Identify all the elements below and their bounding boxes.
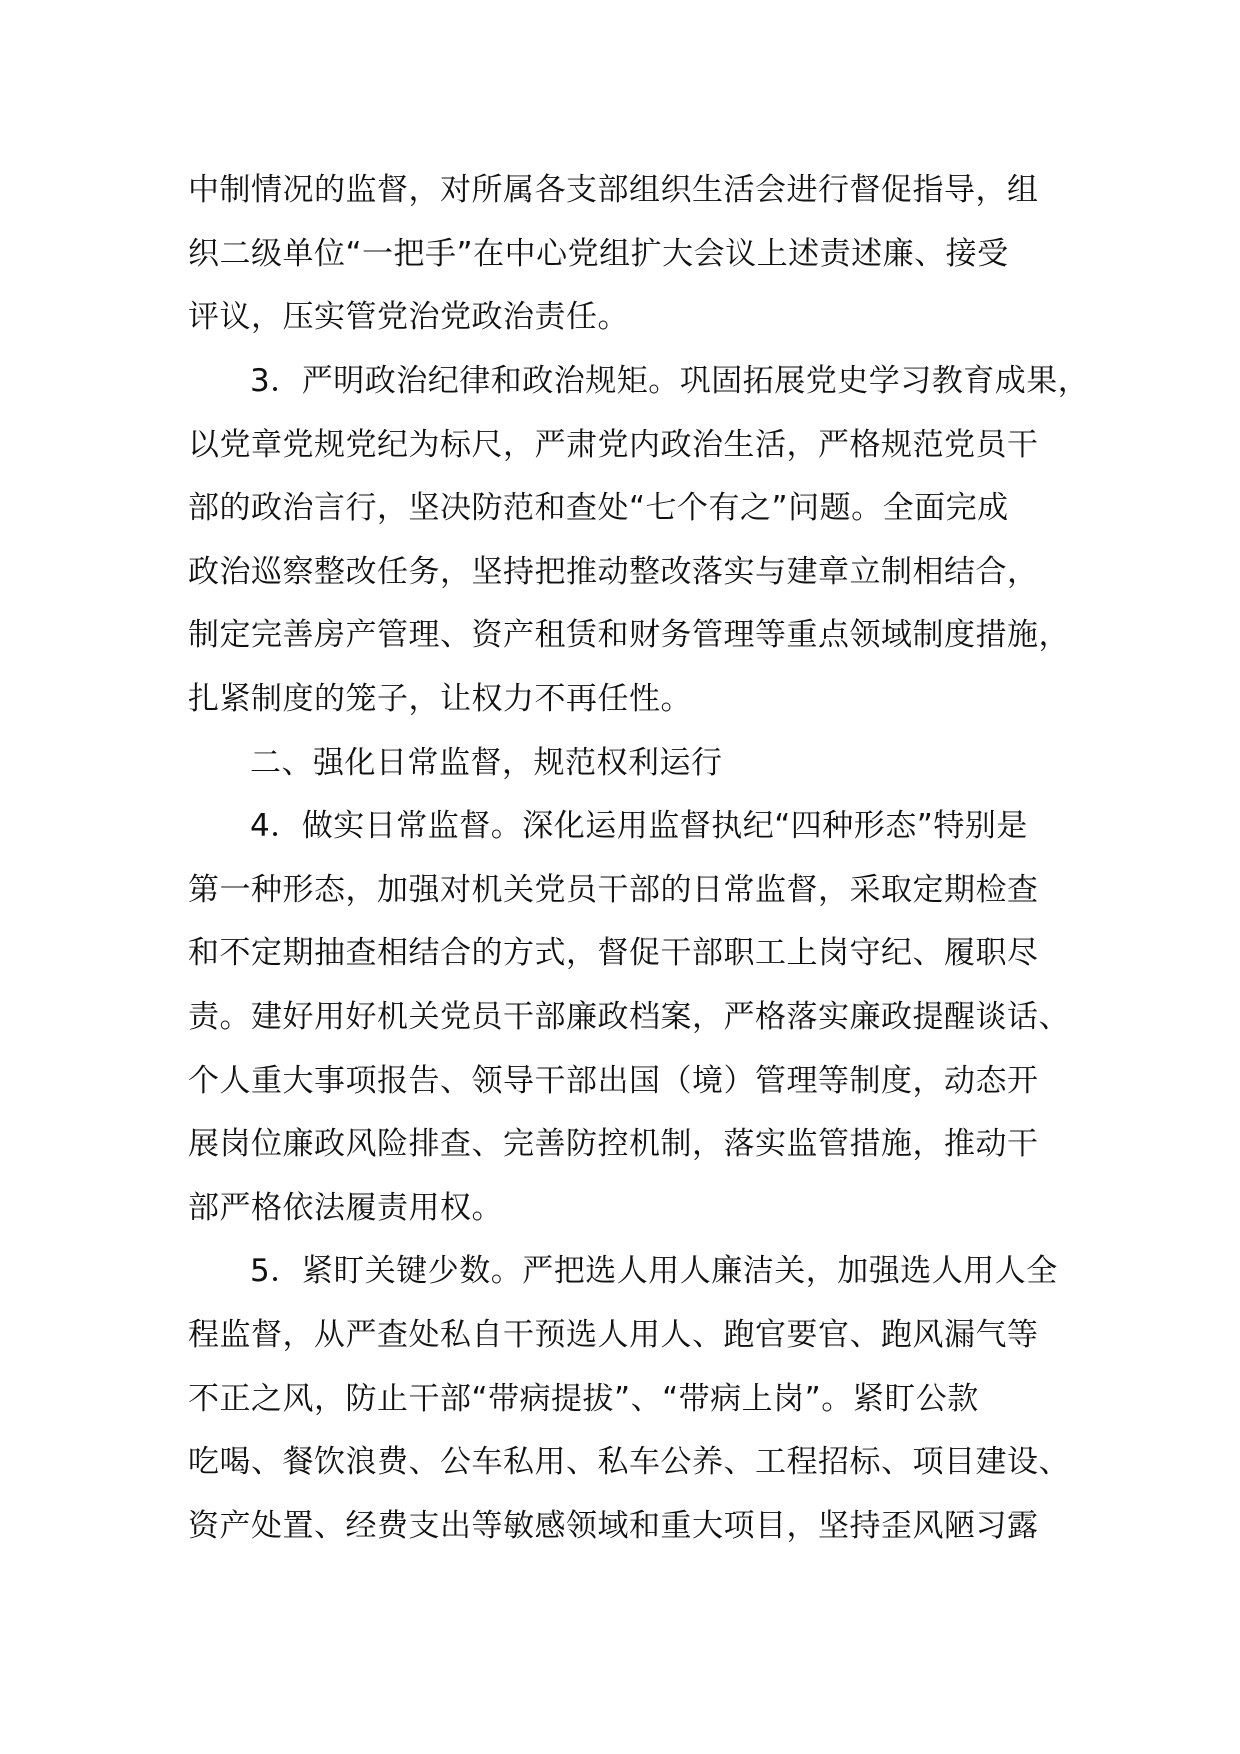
text-line: 中制情况的监督，对所属各支部组织生活会进行督促指导，组 (188, 172, 1039, 208)
paragraph-4-start: 4．做实日常监督。深化运用监督执纪“四种形态”特别是 (250, 808, 1028, 844)
text-line: 和不定期抽查相结合的方式，督促干部职工上岗守纪、履职尽 (188, 935, 1039, 971)
text-line: 不正之风，防止干部“带病提拔”、“带病上岗”。紧盯公款 (188, 1381, 979, 1417)
text-line: 以党章党规党纪为标尺，严肃党内政治生活，严格规范党员干 (188, 427, 1039, 463)
text-line: 第一种形态，加强对机关党员干部的日常监督，采取定期检查 (188, 872, 1039, 908)
text-line: 部的政治言行，坚决防范和查处“七个有之”问题。全面完成 (188, 490, 1009, 526)
text-line: 织二级单位“一把手”在中心党组扩大会议上述责述廉、接受 (188, 236, 1009, 272)
text-line: 资产处置、经费支出等敏感领域和重大项目，坚持歪风陋习露 (188, 1508, 1039, 1544)
text-line: 制定完善房产管理、资产租赁和财务管理等重点领域制度措施， (188, 617, 1070, 653)
text-line: 程监督，从严查处私自干预选人用人、跑官要官、跑风漏气等 (188, 1317, 1039, 1353)
paragraph-5-start: 5．紧盯关键少数。严把选人用人廉洁关，加强选人用人全 (250, 1253, 1058, 1289)
text-line: 扎紧制度的笼子，让权力不再任性。 (188, 681, 692, 717)
text-line: 责。建好用好机关党员干部廉政档案，严格落实廉政提醒谈话、 (188, 999, 1070, 1035)
text-line: 个人重大事项报告、领导干部出国（境）管理等制度，动态开 (188, 1063, 1039, 1099)
text-line: 政治巡察整改任务，坚持把推动整改落实与建章立制相结合， (188, 554, 1039, 590)
section-heading: 二、强化日常监督，规范权利运行 (250, 745, 723, 781)
text-line: 吃喝、餐饮浪费、公车私用、私车公养、工程招标、项目建设、 (188, 1444, 1070, 1480)
paragraph-3-start: 3．严明政治纪律和政治规矩。巩固拓展党史学习教育成果， (250, 363, 1090, 399)
text-line: 部严格依法履责用权。 (188, 1190, 503, 1226)
text-line: 展岗位廉政风险排查、完善防控机制，落实监管措施，推动干 (188, 1126, 1039, 1162)
text-line: 评议，压实管党治党政治责任。 (188, 299, 629, 335)
